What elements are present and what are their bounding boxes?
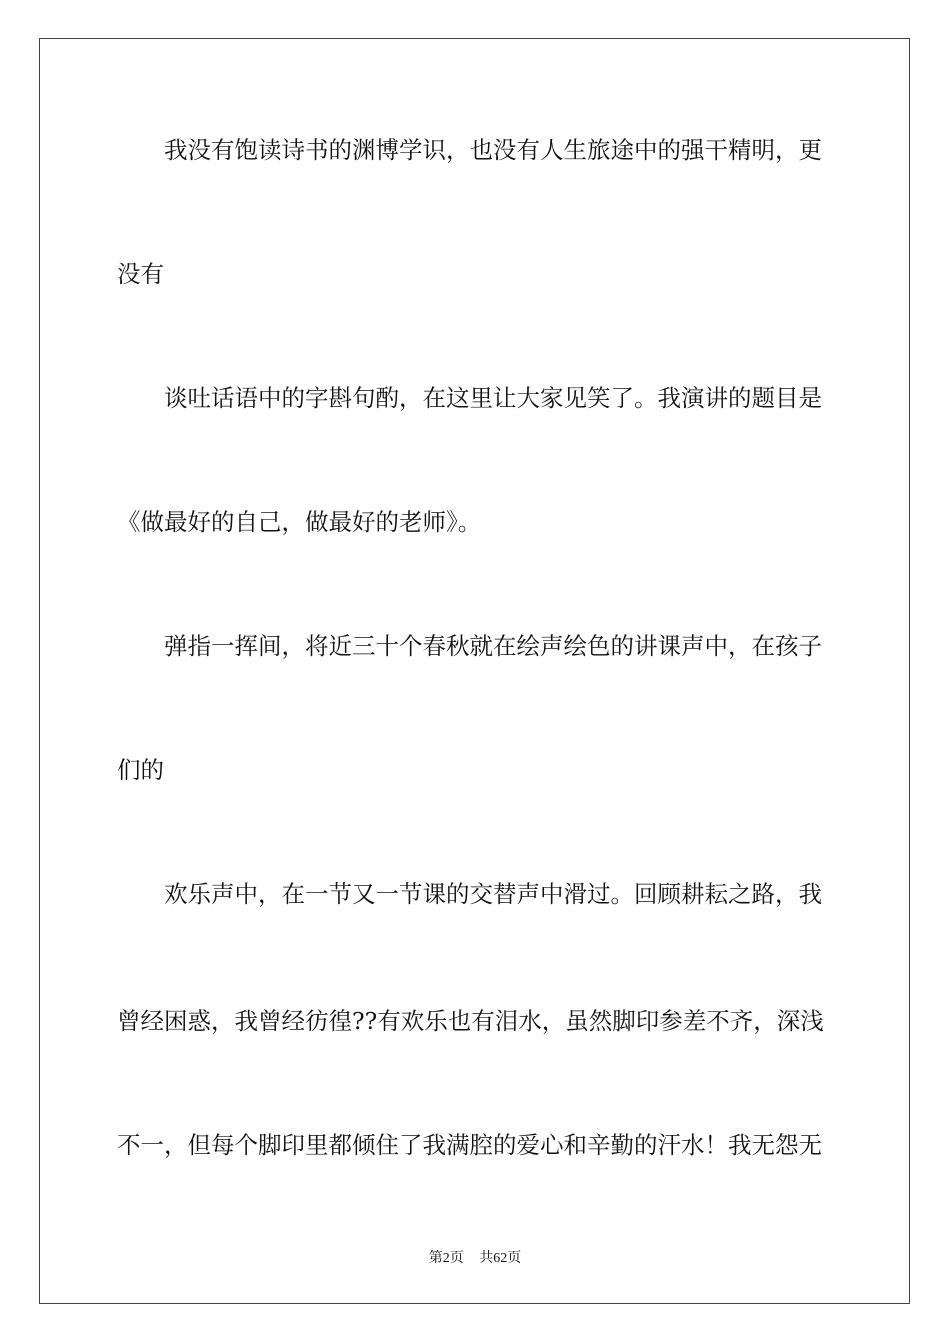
text-line: 《做最好的自己，做最好的老师》。 [117, 508, 482, 536]
page-footer [0, 1247, 950, 1267]
text-line: 不一，但每个脚印里都倾住了我满腔的爱心和辛勤的汗水！我无怨无 [117, 1131, 822, 1159]
page-border [39, 38, 910, 1304]
text-line: 没有 [117, 260, 164, 288]
text-line: 曾经困惑，我曾经彷徨??有欢乐也有泪水，虽然脚印参差不齐，深浅 [117, 1007, 824, 1035]
text-line: 们的 [117, 756, 164, 784]
text-line: 欢乐声中，在一节又一节课的交替声中滑过。回顾耕耘之路，我 [164, 880, 822, 908]
text-line: 我没有饱读诗书的渊博学识，也没有人生旅途中的强干精明，更 [164, 136, 822, 164]
page-total: 共62页 [479, 1251, 522, 1266]
text-line: 谈吐话语中的字斟句酌，在这里让大家见笑了。我演讲的题目是 [164, 384, 822, 412]
page-number: 第2页 [428, 1251, 464, 1266]
text-line: 弹指一挥间，将近三十个春秋就在绘声绘色的讲课声中，在孩子 [164, 632, 822, 660]
